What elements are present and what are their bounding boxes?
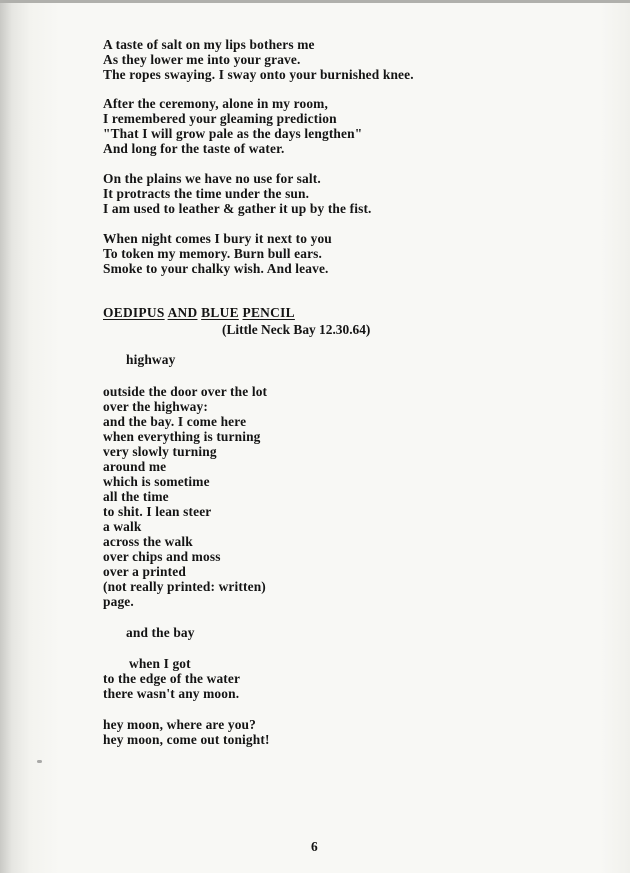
poem-line: hey moon, come out tonight!	[103, 732, 270, 747]
poem-line: when I got	[129, 656, 191, 671]
poem-line: I am used to leather & gather it up by the fist.	[103, 201, 372, 216]
poem-line: "That I will grow pale as the days lengthen"	[103, 126, 363, 141]
poem-dateline: (Little Neck Bay 12.30.64)	[222, 322, 371, 337]
poem-line: around me	[103, 459, 167, 474]
title-word: BLUE	[201, 305, 239, 320]
paper-speck	[37, 760, 42, 763]
poem-line: (not really printed: written)	[103, 579, 266, 594]
poem-line: and the bay	[126, 625, 195, 640]
poem-line: On the plains we have no use for salt.	[103, 171, 321, 186]
poem-line: to the edge of the water	[103, 671, 241, 686]
poem-line: over a printed	[103, 564, 186, 579]
poem-line: when everything is turning	[103, 429, 261, 444]
poem-line: After the ceremony, alone in my room,	[103, 96, 328, 111]
poem-line: hey moon, where are you?	[103, 717, 256, 732]
poem-line: over the highway:	[103, 399, 208, 414]
poem-line: And long for the taste of water.	[103, 141, 285, 156]
poem-line: The ropes swaying. I sway onto your burnished knee.	[103, 67, 414, 82]
poem-line: and the bay. I come here	[103, 414, 247, 429]
page-top-edge	[0, 0, 630, 3]
title-word: AND	[167, 305, 198, 320]
poem-line: As they lower me into your grave.	[103, 52, 301, 67]
poem-line: highway	[126, 352, 176, 367]
poem-line: outside the door over the lot	[103, 384, 268, 399]
poem-line: there wasn't any moon.	[103, 686, 240, 701]
poem-line: over chips and moss	[103, 549, 221, 564]
poem-line: across the walk	[103, 534, 193, 549]
poem-line: very slowly turning	[103, 444, 217, 459]
poem-line: to shit. I lean steer	[103, 504, 212, 519]
title-word: PENCIL	[242, 305, 295, 320]
poem-line: page.	[103, 594, 134, 609]
poem-line: When night comes I bury it next to you	[103, 231, 332, 246]
poem-title	[103, 305, 295, 321]
poem-line: I remembered your gleaming prediction	[103, 111, 337, 126]
title-word: OEDIPUS	[103, 305, 165, 320]
poem-line: a walk	[103, 519, 142, 534]
poem-line: A taste of salt on my lips bothers me	[103, 37, 315, 52]
poem-line: To token my memory. Burn bull ears.	[103, 246, 323, 261]
poem-line: all the time	[103, 489, 169, 504]
poem-line: which is sometime	[103, 474, 210, 489]
page-number: 6	[311, 839, 318, 854]
poem-line: It protracts the time under the sun.	[103, 186, 310, 201]
poem-line: Smoke to your chalky wish. And leave.	[103, 261, 329, 276]
